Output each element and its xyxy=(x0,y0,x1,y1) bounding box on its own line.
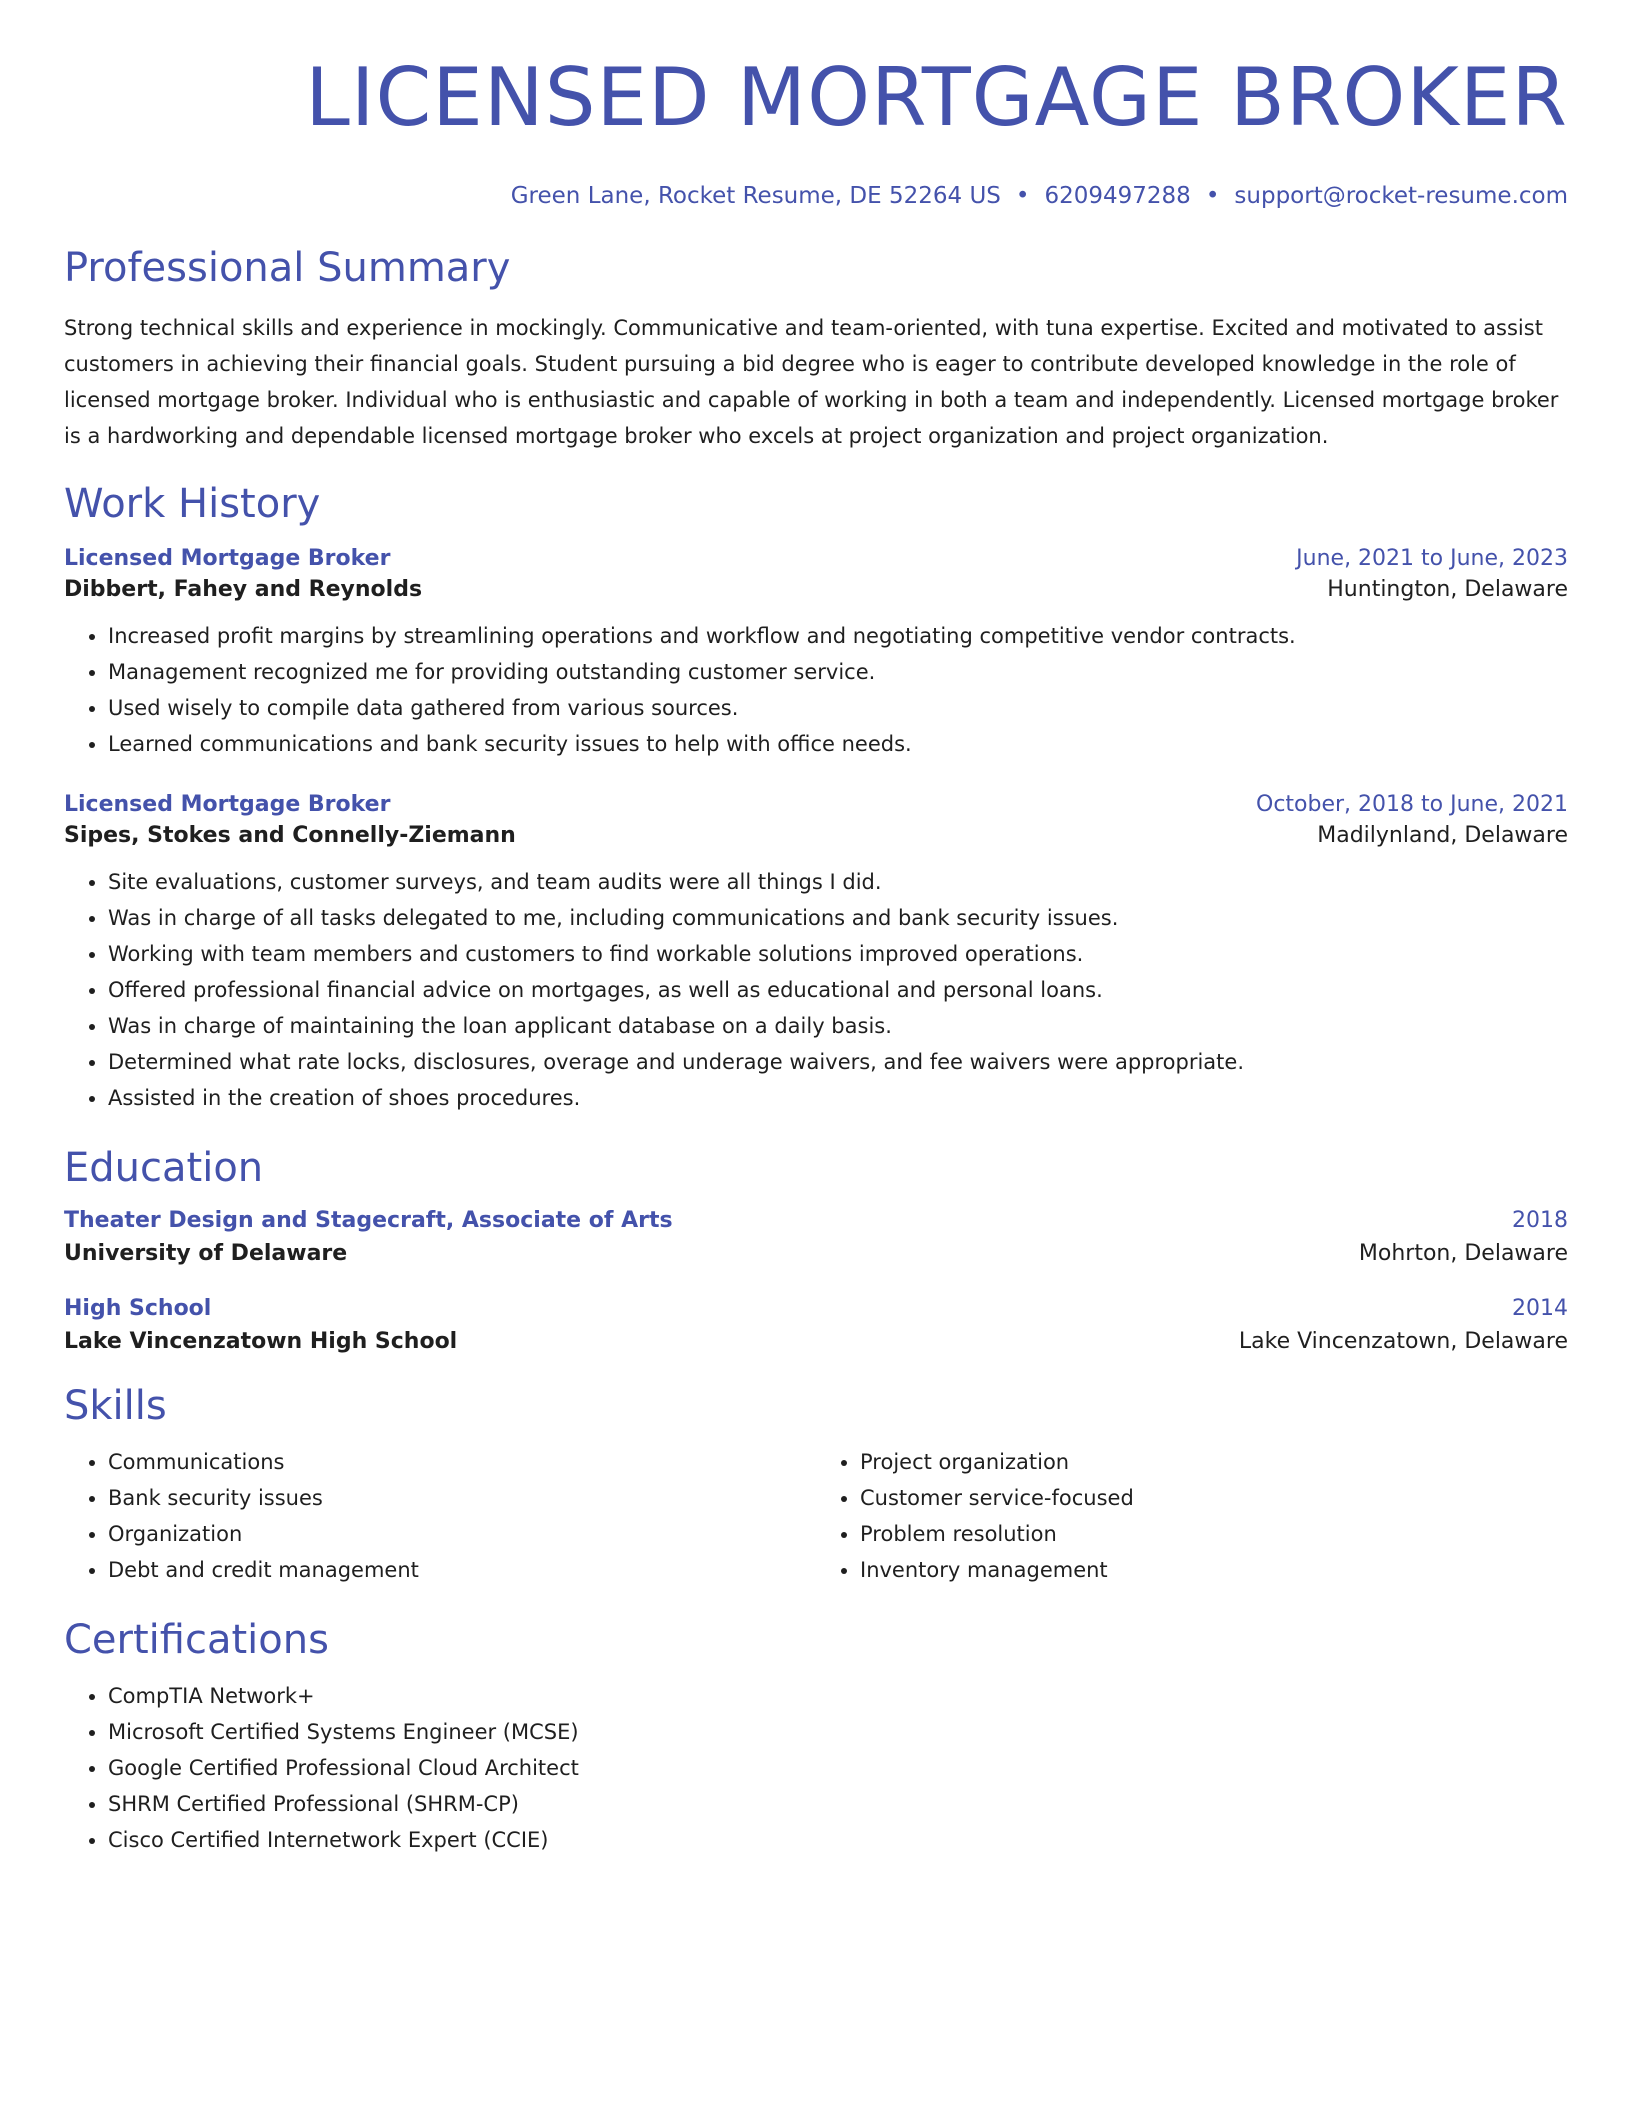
list-item: • Determined what rate locks, disclosures, overage and underage waivers, and fee waivers were appropriate. xyxy=(108,1044,1568,1080)
certifications-list xyxy=(64,1678,1568,1858)
summary-section xyxy=(64,244,1568,454)
contact-separator: • xyxy=(1015,183,1030,209)
list-item: • Google Certified Professional Cloud Architect xyxy=(108,1750,1568,1786)
education-school-row xyxy=(64,1241,1568,1266)
education-degree: High School xyxy=(64,1296,212,1321)
list-item: • Debt and credit management xyxy=(108,1552,816,1588)
skills-list-right xyxy=(816,1444,1568,1588)
job-company-row xyxy=(64,823,1568,848)
job-company-row xyxy=(64,577,1568,602)
education-school: University of Delaware xyxy=(64,1241,348,1266)
job-bullets xyxy=(64,864,1568,1116)
certifications-heading: Certifications xyxy=(64,1617,329,1663)
education-degree: Theater Design and Stagecraft, Associate of Arts xyxy=(64,1208,673,1233)
list-item: • Working with team members and customers to find workable solutions improved operations. xyxy=(108,936,1568,972)
contact-phone: 6209497288 xyxy=(1044,183,1191,209)
list-item: • Was in charge of all tasks delegated to me, including communications and bank security issues. xyxy=(108,900,1568,936)
list-item: • Problem resolution xyxy=(860,1516,1568,1552)
list-item: • Microsoft Certified Systems Engineer (MCSE) xyxy=(108,1714,1568,1750)
list-item: • Offered professional financial advice on mortgages, as well as educational and personal loans. xyxy=(108,972,1568,1008)
education-location: Lake Vincenzatown, Delaware xyxy=(1238,1329,1568,1354)
skills-columns xyxy=(64,1444,1568,1588)
education-school: Lake Vincenzatown High School xyxy=(64,1329,458,1354)
list-item: • Learned communications and bank security issues to help with office needs. xyxy=(108,726,1568,762)
education-year: 2014 xyxy=(1512,1296,1568,1321)
certifications-section xyxy=(64,1616,1568,1858)
list-item: • Assisted in the creation of shoes procedures. xyxy=(108,1080,1568,1116)
job-location: Madilynland, Delaware xyxy=(1317,823,1568,848)
skills-list-left xyxy=(64,1444,816,1588)
list-item: • CompTIA Network+ xyxy=(108,1678,1568,1714)
list-item: • Management recognized me for providing outstanding customer service. xyxy=(108,654,1568,690)
list-item: • Used wisely to compile data gathered from various sources. xyxy=(108,690,1568,726)
job-bullets xyxy=(64,618,1568,762)
list-item: • Bank security issues xyxy=(108,1480,816,1516)
contact-email[interactable]: support@rocket-resume.com xyxy=(1234,183,1568,209)
list-item: • Was in charge of maintaining the loan applicant database on a daily basis. xyxy=(108,1008,1568,1044)
job-location: Huntington, Delaware xyxy=(1327,577,1568,602)
education-school-row xyxy=(64,1329,1568,1354)
contact-separator: • xyxy=(1205,183,1220,209)
education-year: 2018 xyxy=(1512,1208,1568,1233)
summary-text: Strong technical skills and experience in mockingly. Communicative and team-oriented, with tuna expertise. Excited and motivated to assist customers in achieving their financial goals. Student pursuing a bid degree who is eager to contribute developed knowledge in the role of licensed mortgage broker. Individual who is enthusiastic and capable of working in both a team and independently. Licensed mortgage broker is a hardworking and dependable licensed mortgage broker who excels at project organization and project organization. xyxy=(64,316,1559,448)
education-degree-row xyxy=(64,1296,1568,1321)
contact-line xyxy=(64,182,1568,210)
job-dates: October, 2018 to June, 2021 xyxy=(1256,792,1568,817)
job-title: Licensed Mortgage Broker xyxy=(64,546,391,571)
job-company: Sipes, Stokes and Connelly-Ziemann xyxy=(64,823,516,848)
job-entry xyxy=(64,546,1568,762)
job-company: Dibbert, Fahey and Reynolds xyxy=(64,577,423,602)
education-heading: Education xyxy=(64,1145,264,1191)
education-section xyxy=(64,1144,1568,1354)
list-item: • Communications xyxy=(108,1444,816,1480)
summary-heading: Professional Summary xyxy=(64,245,511,291)
education-location: Mohrton, Delaware xyxy=(1358,1241,1568,1266)
list-item: • Cisco Certified Internetwork Expert (CCIE) xyxy=(108,1822,1568,1858)
list-item: • Increased profit margins by streamlining operations and workflow and negotiating competitive vendor contracts. xyxy=(108,618,1568,654)
job-dates: June, 2021 to June, 2023 xyxy=(1296,546,1568,571)
job-title-row xyxy=(64,792,1568,817)
education-entry xyxy=(64,1296,1568,1354)
skills-heading: Skills xyxy=(64,1383,167,1429)
list-item: • Customer service-focused xyxy=(860,1480,1568,1516)
list-item: • Site evaluations, customer surveys, and team audits were all things I did. xyxy=(108,864,1568,900)
list-item: • Project organization xyxy=(860,1444,1568,1480)
resume-title: LICENSED MORTGAGE BROKER xyxy=(305,51,1568,144)
list-item: • Inventory management xyxy=(860,1552,1568,1588)
work-history-section xyxy=(64,480,1568,1116)
work-history-heading: Work History xyxy=(64,481,321,527)
job-title: Licensed Mortgage Broker xyxy=(64,792,391,817)
education-degree-row xyxy=(64,1208,1568,1233)
list-item: • Organization xyxy=(108,1516,816,1552)
education-entry xyxy=(64,1208,1568,1266)
job-entry xyxy=(64,792,1568,1116)
list-item: • SHRM Certified Professional (SHRM-CP) xyxy=(108,1786,1568,1822)
skills-section xyxy=(64,1382,1568,1588)
job-title-row xyxy=(64,546,1568,571)
contact-address: Green Lane, Rocket Resume, DE 52264 US xyxy=(510,183,1001,209)
